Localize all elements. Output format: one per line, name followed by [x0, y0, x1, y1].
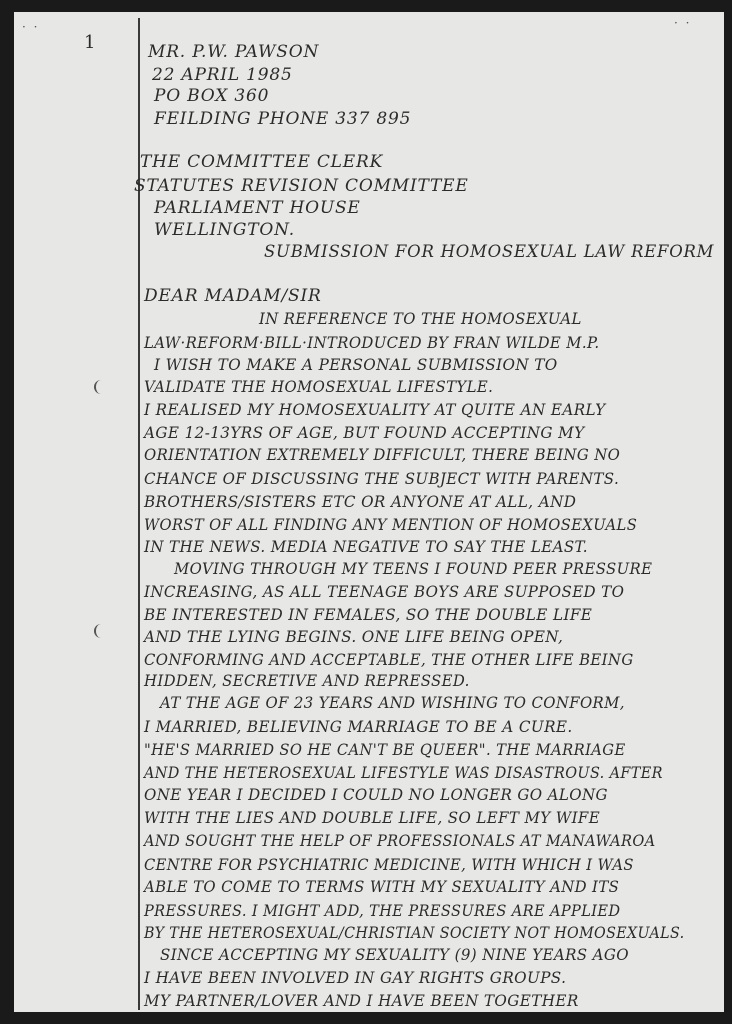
body-line: VALIDATE THE HOMOSEXUAL LIFESTYLE.	[144, 378, 494, 396]
body-line: AT THE AGE OF 23 YEARS AND WISHING TO CONFORM,	[160, 694, 625, 712]
addressee-line: PARLIAMENT HOUSE	[154, 198, 361, 218]
body-line: WORST OF ALL FINDING ANY MENTION OF HOMOSEXUALS	[144, 516, 638, 534]
body-line: BROTHERS/SISTERS ETC OR ANYONE AT ALL, AND	[144, 493, 577, 511]
sender-name: MR. P.W. PAWSON	[148, 42, 320, 62]
body-line: IN REFERENCE TO THE HOMOSEXUAL	[259, 310, 582, 328]
body-line: "HE'S MARRIED SO HE CAN'T BE QUEER". THE MARRIAGE	[144, 741, 626, 759]
addressee-line: THE COMMITTEE CLERK	[140, 152, 384, 172]
addressee-line: WELLINGTON.	[154, 220, 295, 240]
body-line: I WISH TO MAKE A PERSONAL SUBMISSION TO	[154, 356, 558, 374]
body-line: CENTRE FOR PSYCHIATRIC MEDICINE, WITH WHICH I WAS	[144, 856, 634, 874]
body-line: ONE YEAR I DECIDED I COULD NO LONGER GO ALONG	[144, 786, 608, 804]
body-line: SINCE ACCEPTING MY SEXUALITY (9) NINE YEARS AGO	[160, 946, 629, 964]
body-line: ABLE TO COME TO TERMS WITH MY SEXUALITY AND ITS	[144, 878, 620, 896]
body-line: AND THE HETEROSEXUAL LIFESTYLE WAS DISASTROUS. AFTER	[144, 764, 663, 782]
body-line: WITH THE LIES AND DOUBLE LIFE, SO LEFT MY WIFE	[144, 809, 601, 827]
punch-marks: · ·	[22, 20, 40, 34]
body-line: I REALISED MY HOMOSEXUALITY AT QUITE AN EARLY	[144, 401, 606, 419]
body-line: CONFORMING AND ACCEPTABLE, THE OTHER LIFE BEING	[144, 651, 634, 669]
body-line: LAW·REFORM·BILL·INTRODUCED BY FRAN WILDE M.P.	[144, 334, 600, 352]
body-line: MOVING THROUGH MY TEENS I FOUND PEER PRESSURE	[174, 560, 653, 578]
body-line: AND THE LYING BEGINS. ONE LIFE BEING OPEN,	[144, 628, 564, 646]
salutation: DEAR MADAM/SIR	[144, 286, 322, 306]
body-line: BE INTERESTED IN FEMALES, SO THE DOUBLE LIFE	[144, 606, 593, 624]
addressee-line: STATUTES REVISION COMMITTEE	[134, 176, 469, 196]
letter-date: 22 APRIL 1985	[152, 65, 293, 85]
letter-page	[14, 12, 724, 1012]
body-line: PRESSURES. I MIGHT ADD, THE PRESSURES ARE APPLIED	[144, 902, 621, 920]
body-line: BY THE HETEROSEXUAL/CHRISTIAN SOCIETY NOT HOMOSEXUALS.	[144, 924, 685, 942]
body-line: IN THE NEWS. MEDIA NEGATIVE TO SAY THE LEAST.	[144, 538, 588, 556]
body-line: ORIENTATION EXTREMELY DIFFICULT, THERE BEING NO	[144, 446, 621, 464]
body-line: INCREASING, AS ALL TEENAGE BOYS ARE SUPPOSED TO	[144, 583, 625, 601]
subject-line: SUBMISSION FOR HOMOSEXUAL LAW REFORM	[264, 242, 715, 262]
body-line: CHANCE OF DISCUSSING THE SUBJECT WITH PARENTS.	[144, 470, 620, 488]
body-line: I HAVE BEEN INVOLVED IN GAY RIGHTS GROUPS.	[144, 969, 567, 987]
hole-mark	[94, 624, 106, 638]
page-number: 1	[84, 32, 96, 53]
body-line: MY PARTNER/LOVER AND I HAVE BEEN TOGETHER	[144, 992, 579, 1010]
sender-po-box: PO BOX 360	[154, 86, 270, 106]
body-line: I MARRIED, BELIEVING MARRIAGE TO BE A CURE.	[144, 718, 573, 736]
punch-marks: · ·	[674, 16, 692, 30]
sender-town-phone: FEILDING PHONE 337 895	[154, 109, 412, 129]
body-line: AND SOUGHT THE HELP OF PROFESSIONALS AT MANAWAROA	[144, 832, 656, 850]
hole-mark	[94, 380, 106, 394]
body-line: AGE 12-13YRS OF AGE, BUT FOUND ACCEPTING MY	[144, 424, 585, 442]
body-line: HIDDEN, SECRETIVE AND REPRESSED.	[144, 672, 470, 690]
